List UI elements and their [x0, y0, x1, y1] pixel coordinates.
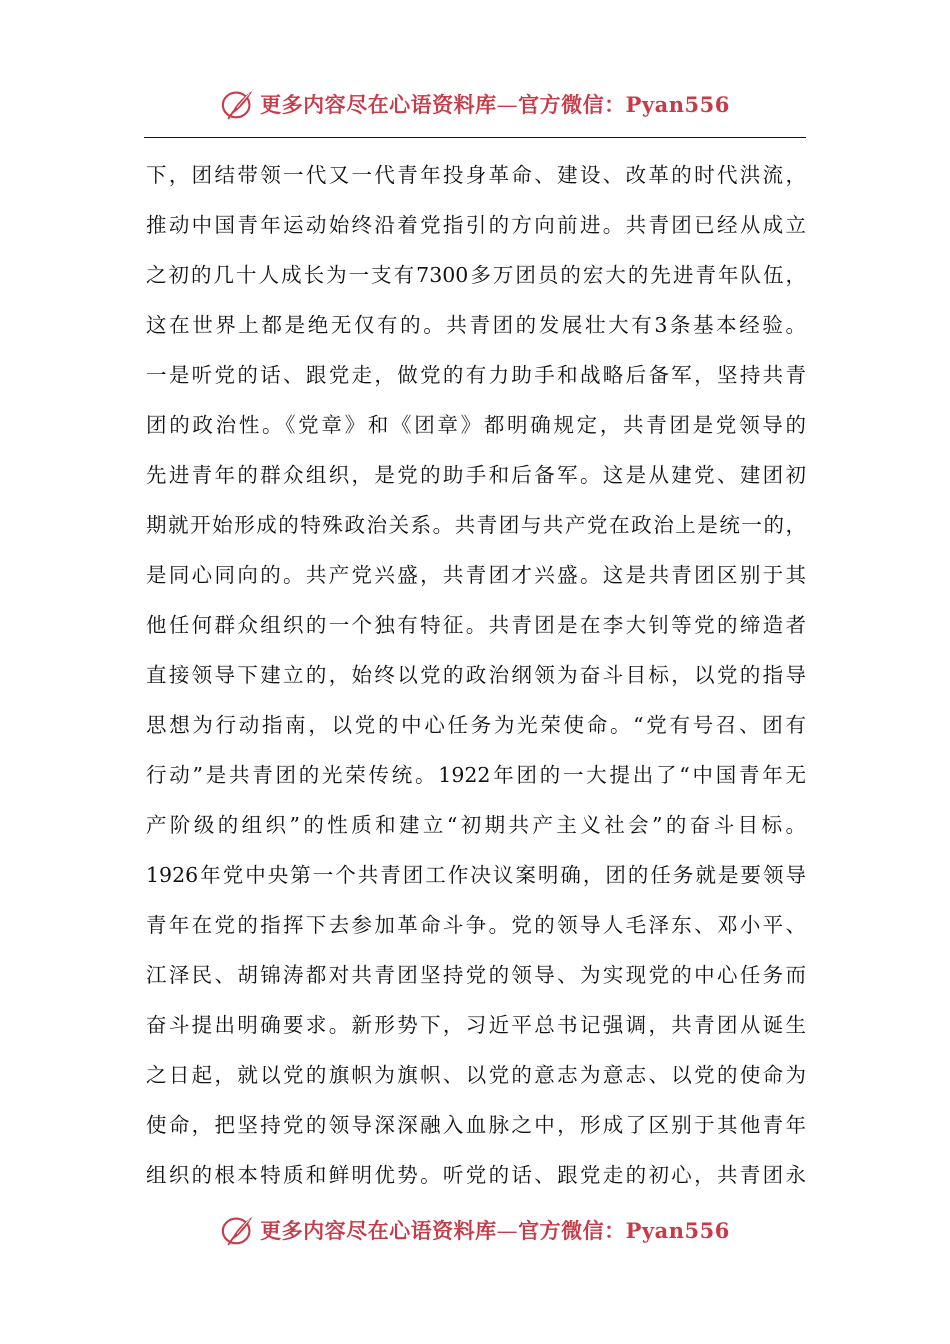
header-wechat-id: 官方微信：Pyan556 [518, 92, 730, 117]
footer-banner[interactable] [0, 1210, 950, 1250]
text-line: 奋斗提出明确要求。新形势下，习近平总书记强调，共青团从诞生 [146, 1013, 806, 1037]
text-line: 是同心同向的。共产党兴盛，共青团才兴盛。这是共青团区别于其 [146, 563, 806, 587]
footer-library-name: 更多内容尽在心语资料库 [260, 1218, 497, 1243]
text-line: 团的政治性。《党章》和《团章》都明确规定，共青团是党领导的 [146, 413, 806, 437]
footer-wechat-id: 官方微信：Pyan556 [518, 1218, 730, 1243]
quill-pen-logo-icon [220, 1211, 258, 1249]
text-line: 江泽民、胡锦涛都对共青团坚持党的领导、为实现党的中心任务而 [146, 963, 806, 987]
header-banner[interactable] [0, 84, 950, 124]
text-line: 青年在党的指挥下去参加革命斗争。党的领导人毛泽东、邓小平、 [146, 913, 806, 937]
header-library-name: 更多内容尽在心语资料库 [260, 92, 497, 117]
text-line: 产阶级的组织”的性质和建立“初期共产主义社会”的奋斗目标。 [146, 813, 806, 837]
text-line: 一是听党的话、跟党走，做党的有力助手和战略后备军，坚持共青 [146, 363, 806, 387]
text-line: 行动”是共青团的光荣传统。1922年团的一大提出了“中国青年无 [146, 763, 806, 787]
text-line: 先进青年的群众组织，是党的助手和后备军。这是从建党、建团初 [146, 463, 806, 487]
quill-pen-logo-icon [220, 85, 258, 123]
text-line: 1926年党中央第一个共青团工作决议案明确，团的任务就是要领导 [146, 863, 806, 887]
text-line: 之日起，就以党的旗帜为旗帜、以党的意志为意志、以党的使命为 [146, 1063, 806, 1087]
text-line: 推动中国青年运动始终沿着党指引的方向前进。共青团已经从成立 [146, 213, 806, 237]
header-banner-text [260, 89, 730, 119]
text-line: 期就开始形成的特殊政治关系。共青团与共产党在政治上是统一的， [146, 513, 806, 537]
text-line: 组织的根本特质和鲜明优势。听党的话、跟党走的初心，共青团永 [146, 1163, 806, 1187]
text-line: 思想为行动指南，以党的中心任务为光荣使命。“党有号召、团有 [146, 713, 806, 737]
document-body [146, 150, 806, 1200]
footer-banner-inner [220, 1211, 730, 1249]
header-divider [144, 137, 806, 138]
text-line: 下，团结带领一代又一代青年投身革命、建设、改革的时代洪流， [146, 163, 806, 187]
text-line: 这在世界上都是绝无仅有的。共青团的发展壮大有3条基本经验。 [146, 313, 806, 337]
footer-separator: — [496, 1219, 519, 1243]
header-banner-inner [220, 85, 730, 123]
header-separator: — [496, 93, 519, 117]
text-line: 之初的几十人成长为一支有7300多万团员的宏大的先进青年队伍， [146, 263, 806, 287]
footer-banner-text [260, 1215, 730, 1245]
text-line: 直接领导下建立的，始终以党的政治纲领为奋斗目标，以党的指导 [146, 663, 806, 687]
text-line: 使命，把坚持党的领导深深融入血脉之中，形成了区别于其他青年 [146, 1113, 806, 1137]
text-line: 他任何群众组织的一个独有特征。共青团是在李大钊等党的缔造者 [146, 613, 806, 637]
